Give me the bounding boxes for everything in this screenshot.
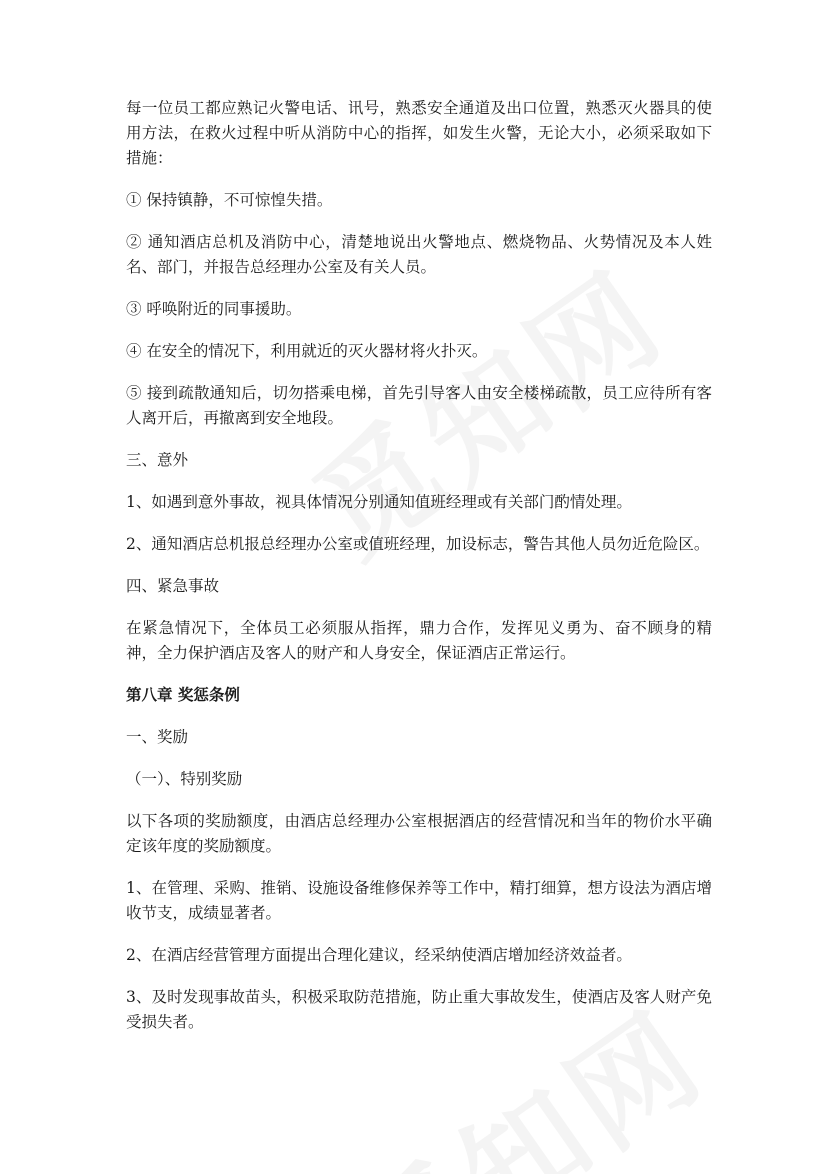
section-heading-emergency: 四、紧急事故 [126, 577, 220, 595]
chapter-title: 第八章 奖惩条例 [126, 686, 240, 704]
paragraph-fire-intro: 每一位员工都应熟记火警电话、讯号，熟悉安全通道及出口位置，熟悉灭火器具的使用方法，在救火过程中听从消防中心的指挥，如发生火警，无论大小，必须采取如下措施： [126, 99, 712, 167]
paragraph-reward-2: 2、在酒店经营管理方面提出合理化建议，经采纳使酒店增加经济效益者。 [126, 946, 632, 964]
paragraph-emergency: 在紧急情况下，全体员工必须服从指挥，鼎力合作，发挥见义勇为、奋不顾身的精神，全力保护酒店及客人的财产和人身安全，保证酒店正常运行。 [126, 619, 712, 662]
subsection-heading-special-reward: （一）、特别奖励 [126, 770, 243, 788]
list-item-fire-3: ③ 呼唤附近的同事援助。 [126, 300, 302, 318]
paragraph-accident-1: 1、如遇到意外事故，视具体情况分别通知值班经理或有关部门酌情处理。 [126, 493, 632, 511]
list-item-fire-1: ① 保持镇静，不可惊惶失措。 [126, 191, 333, 209]
list-item-fire-2: ② 通知酒店总机及消防中心，清楚地说出火警地点、燃烧物品、火势情况及本人姓名、部门，并报告总经理办公室及有关人员。 [126, 233, 712, 276]
paragraph-reward-1: 1、在管理、采购、推销、设施设备维修保养等工作中，精打细算，想方设法为酒店增收节支，成绩显著者。 [126, 879, 712, 922]
document-body [126, 96, 712, 1052]
section-heading-accident: 三、意外 [126, 451, 189, 469]
paragraph-accident-2: 2、通知酒店总机报总经理办公室或值班经理，加设标志，警告其他人员勿近危险区。 [126, 535, 710, 553]
paragraph-reward-intro: 以下各项的奖励额度，由酒店总经理办公室根据酒店的经营情况和当年的物价水平确定该年度的奖励额度。 [126, 812, 712, 855]
section-heading-reward: 一、奖励 [126, 728, 189, 746]
list-item-fire-5: ⑤ 接到疏散通知后，切勿搭乘电梯，首先引导客人由安全楼梯疏散，员工应待所有客人离开后，再撤离到安全地段。 [126, 384, 712, 427]
list-item-fire-4: ④ 在安全的情况下，利用就近的灭火器材将火扑灭。 [126, 342, 488, 360]
paragraph-reward-3: 3、及时发现事故苗头，积极采取防范措施，防止重大事故发生，使酒店及客人财产免受损失者。 [126, 988, 712, 1031]
